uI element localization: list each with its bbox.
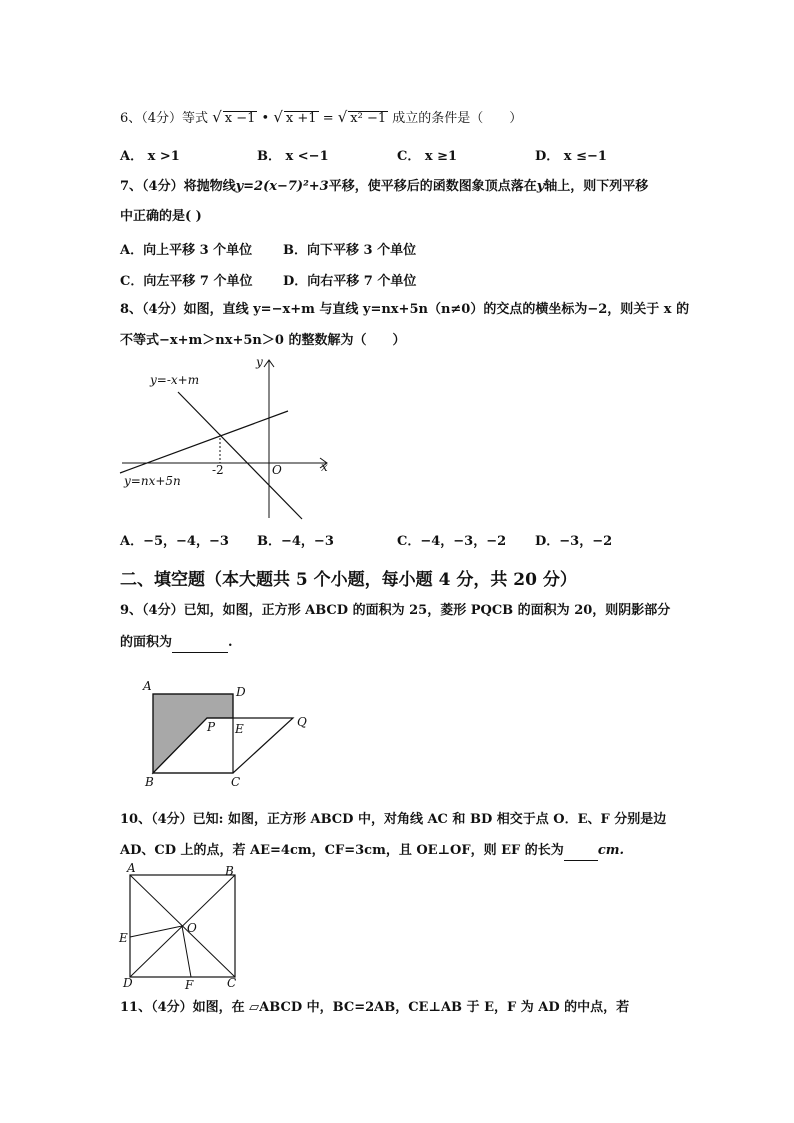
question-9-line-2 [120,634,233,653]
q8-label-y: y [256,355,263,369]
q10-unit: cm. [597,843,625,858]
q10-answer-blank[interactable] [564,842,598,861]
q6-equals: = [322,111,334,126]
q8-line-nx-5n [120,411,288,473]
q9-label-q: Q [297,715,307,729]
q6-sqrt-3: x² −1 [350,111,387,126]
q7-text-c: 轴上，则下列平移 [544,179,649,194]
question-10-line-2 [120,842,624,861]
q8-option-d[interactable]: D．−3，−2 [535,534,613,549]
q6-dot: • [261,111,270,126]
q8-label-origin: O [272,463,282,477]
q8-label-line-2: y=nx+5n [124,474,181,488]
q10-label-c: C [227,976,237,990]
q9-label-d: D [236,685,246,699]
q7-text-b: 平移，使平移后的函数图象顶点落在 [328,179,537,194]
q7-y-var: y [536,179,545,194]
q9-answer-blank[interactable] [172,634,228,653]
q7-text-a: 7、（4分）将抛物线 [120,179,236,194]
q6-option-d[interactable]: D． x ≤−1 [535,149,607,164]
q10-square-figure [115,862,245,992]
q10-label-b: B [225,864,234,878]
q6-suffix: 成立的条件是（ ） [392,111,523,126]
q6-expression: √ x −1 • √ x +1 = √ x² −1 [212,108,387,126]
q9-label-e: E [235,722,244,736]
q7-option-c[interactable]: C．向左平移 7 个单位 [120,274,253,289]
q8-line-neg-x-m [178,392,302,519]
question-10-line-1: 10、（4分）已知: 如图，正方形 ABCD 中，对角线 AC 和 BD 相交于点 O．E、F 分别是边 [120,812,667,827]
section-2-title: 二、填空题（本大题共 5 个小题，每小题 4 分，共 20 分） [120,570,577,590]
q9-label-b: B [145,775,154,789]
q10-label-f: F [185,978,194,992]
q10-label-e: E [119,931,128,945]
question-8-line-1: 8、（4分）如图，直线 y=−x+m 与直线 y=nx+5n（n≠0）的交点的横坐标为−2，则关于 x 的 [120,302,690,317]
q7-option-a[interactable]: A．向上平移 3 个单位 [120,243,253,258]
q7-option-b[interactable]: B．向下平移 3 个单位 [283,243,417,258]
q9-label-c: C [231,775,241,789]
q7-option-d[interactable]: D．向右平移 7 个单位 [283,274,417,289]
q10-label-d: D [123,976,133,990]
q8-option-b[interactable]: B．−4，−3 [257,534,334,549]
q9-text: 的面积为 [120,635,173,650]
question-7-line-2: 中正确的是( ) [120,209,202,224]
q10-label-a: A [127,862,136,875]
q8-label-line-1: y=-x+m [150,373,200,387]
q9-period: . [228,635,233,650]
q6-option-c[interactable]: C． x ≥1 [397,149,458,164]
q8-options [120,530,720,548]
q7-options-row-1 [120,239,720,257]
question-11-line-1: 11、（4分）如图，在 ▱ABCD 中，BC=2AB，CE⊥AB 于 E，F 为 AD 的中点，若 [120,1000,630,1015]
question-9-line-1: 9、（4分）已知，如图，正方形 ABCD 的面积为 25，菱形 PQCB 的面积为 20，则阴影部分 [120,603,671,618]
q7-options-row-2 [120,270,720,288]
q6-options [120,145,720,163]
q9-label-p: P [207,720,216,734]
q9-square-rhombus-figure [135,676,315,794]
question-7-line-1 [120,178,648,196]
q6-option-b[interactable]: B． x <−1 [257,149,329,164]
q6-option-a[interactable]: A． x >1 [120,149,180,164]
q8-label-x: x [321,460,328,474]
q6-sqrt-1: x −1 [224,111,256,126]
q7-formula: y=2(x−7)²+3 [235,179,329,194]
q6-sqrt-2: x +1 [285,111,317,126]
question-6 [120,108,522,128]
q10-segment-oe [130,926,182,937]
q8-graph-figure [110,352,340,522]
question-8-line-2: 不等式−x+m＞nx+5n＞0 的整数解为（ ） [120,333,406,348]
q9-label-a: A [143,679,152,693]
q8-label-neg2: -2 [212,463,224,477]
q8-option-c[interactable]: C．−4，−3，−2 [397,534,507,549]
q10-text: AD、CD 上的点，若 AE=4cm，CF=3cm，且 OE⊥OF，则 EF 的长为 [120,843,564,858]
q6-prefix: 6、（4分）等式 [120,111,209,126]
q10-label-o: O [187,921,197,935]
q8-option-a[interactable]: A．−5，−4，−3 [120,534,229,549]
